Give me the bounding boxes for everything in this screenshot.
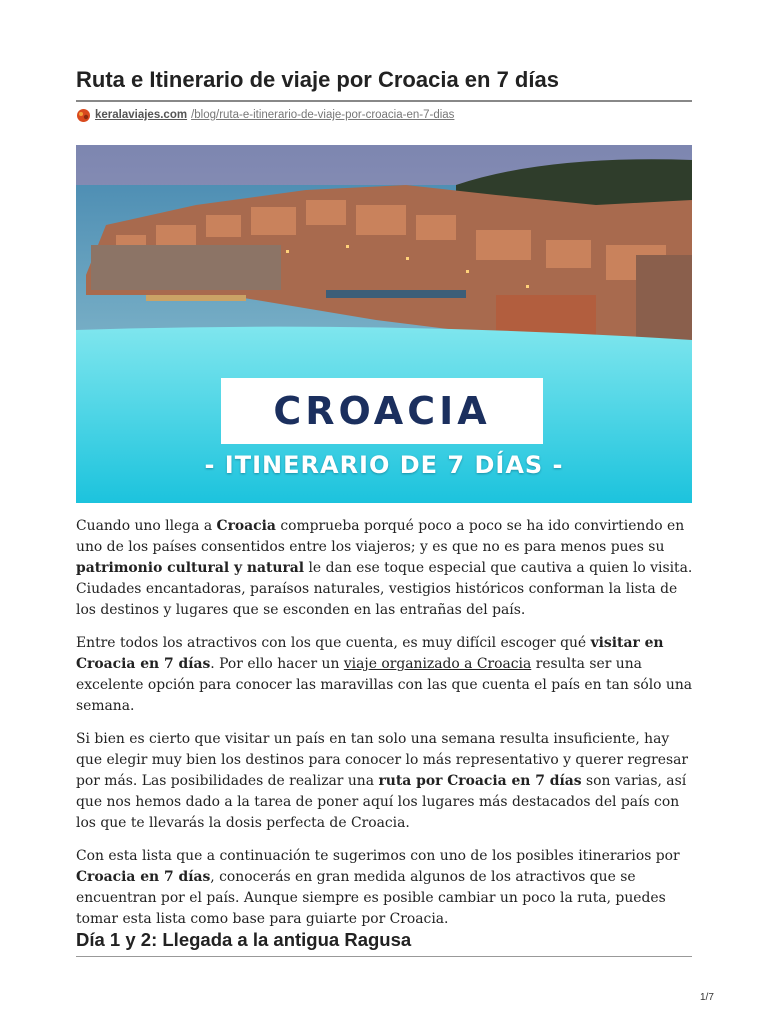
- text-run: . Por ello hacer un: [210, 656, 344, 672]
- dubrovnik-illustration: [76, 145, 692, 503]
- text-run: le dan ese toque especial que cautiva a quien lo visita. Ciudades encantadoras, paraísos naturales, vestigios históricos conforman la lista de los destinos y lugares que se esconden en las entrañas del país.: [76, 560, 693, 618]
- bold-phrase: patrimonio cultural y natural: [76, 560, 305, 576]
- hero-image: [76, 145, 692, 503]
- paragraph: [76, 516, 696, 621]
- source-domain-link[interactable]: keralaviajes.com: [95, 109, 188, 121]
- hero-title-box: CROACIA: [221, 378, 543, 444]
- text-run: Cuando uno llega a: [76, 518, 217, 534]
- article-body: [76, 516, 696, 942]
- bold-phrase: Croacia: [216, 518, 276, 534]
- text-run: , conocerás en gran medida algunos de los atractivos que se encuentran por el país. Aunque siempre es posible cambiar un poco la ruta, puedes tomar esta lista como base para guiarte por Croacia.: [76, 869, 666, 927]
- site-favicon-icon: [76, 108, 91, 123]
- text-run: comprueba porqué poco a poco se ha ido convirtiendo en uno de los países consentidos entre los viajeros; y es que no es para menos pues su: [76, 518, 685, 555]
- text-run: resulta ser una excelente opción para conocer las maravillas con las que cuenta el país en tan sólo una semana.: [76, 656, 693, 714]
- text-run: Entre todos los atractivos con los que cuenta, es muy difícil escoger qué: [76, 635, 591, 651]
- paragraph: [76, 846, 696, 930]
- hero-subtitle: - ITINERARIO DE 7 DÍAS -: [204, 451, 564, 479]
- section-divider: [76, 956, 692, 957]
- text-run: Con esta lista que a continuación te sugerimos con uno de los posibles itinerarios por: [76, 848, 680, 864]
- bold-phrase: visitar en Croacia en 7 días: [76, 635, 664, 672]
- paragraph: [76, 633, 696, 717]
- source-path-link[interactable]: /blog/ruta-e-itinerario-de-viaje-por-croacia-en-7-dias: [191, 109, 455, 121]
- bold-phrase: Croacia en 7 días: [76, 869, 211, 885]
- page-number: 1/7: [700, 992, 714, 1003]
- bold-phrase: ruta por Croacia en 7 días: [378, 773, 582, 789]
- page-title: Ruta e Itinerario de viaje por Croacia en 7 días: [76, 67, 559, 92]
- title-divider: [76, 100, 692, 102]
- section-heading: Día 1 y 2: Llegada a la antigua Ragusa: [76, 929, 412, 950]
- text-run: Si bien es cierto que visitar un país en tan solo una semana resulta insuficiente, hay que elegir muy bien los destinos para conocer lo más representativo y querer regresar por más. Las posibilidades de realizar una: [76, 731, 689, 789]
- text-run: son varias, así que nos hemos dado a la tarea de poner aquí los lugares más destacados del país con los que te llevarás la dosis perfecta de Croacia.: [76, 773, 687, 831]
- inline-link[interactable]: viaje organizado a Croacia: [343, 656, 532, 672]
- paragraph: [76, 729, 696, 834]
- source-line: [76, 106, 454, 124]
